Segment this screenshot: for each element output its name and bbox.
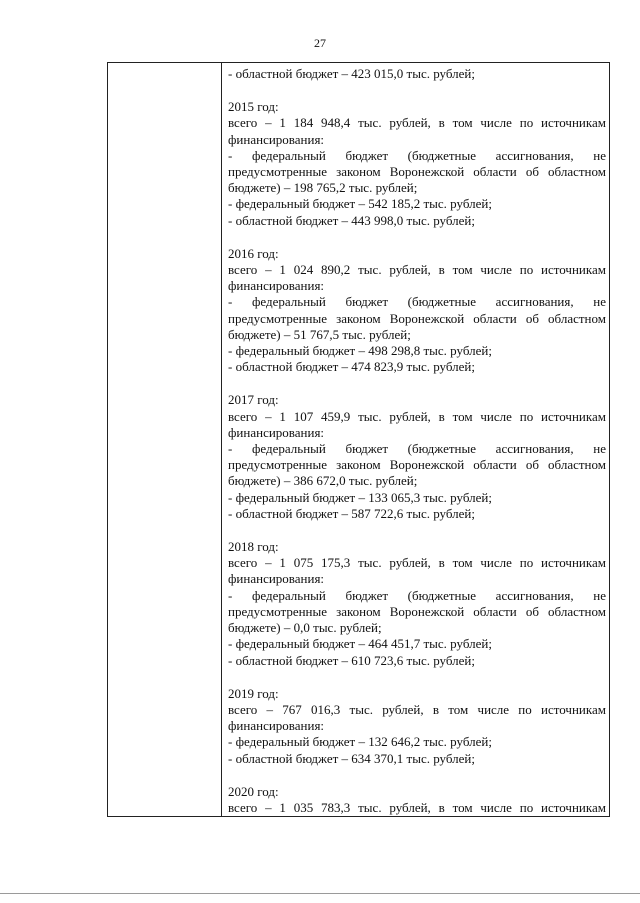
- spacer: [228, 229, 606, 246]
- year-total-line: всего – 1 075 175,3 тыс. рублей, в том числе по источникам: [228, 555, 606, 571]
- table-left-column: [108, 63, 222, 816]
- funding-sources-label: финансирования:: [228, 718, 325, 734]
- funding-detail-line: бюджете) – 198 765,2 тыс. рублей;: [228, 180, 418, 196]
- funding-detail-line: - федеральный бюджет (бюджетные ассигнования, не: [228, 441, 606, 457]
- year-heading: 2017 год:: [228, 392, 279, 408]
- funding-table: [107, 62, 610, 817]
- year-block: [228, 229, 606, 376]
- spacer: [228, 375, 606, 392]
- funding-detail-line: - федеральный бюджет (бюджетные ассигнования, не: [228, 294, 606, 310]
- funding-detail-line: - федеральный бюджет – 542 185,2 тыс. рублей;: [228, 196, 492, 212]
- year-block: [228, 767, 606, 816]
- funding-detail-line: - федеральный бюджет (бюджетные ассигнования, не: [228, 587, 606, 603]
- year-total-line: всего – 1 024 890,2 тыс. рублей, в том числе по источникам: [228, 262, 606, 278]
- funding-detail-line: - областной бюджет – 587 722,6 тыс. рублей;: [228, 505, 475, 521]
- year-heading: 2016 год:: [228, 245, 279, 261]
- funding-detail-line: - областной бюджет – 474 823,9 тыс. рублей;: [228, 359, 475, 375]
- year-total-line: всего – 767 016,3 тыс. рублей, в том числе по источникам: [228, 701, 606, 717]
- intro-line: - областной бюджет – 423 015,0 тыс. рублей;: [228, 66, 475, 81]
- funding-detail-line: - областной бюджет – 443 998,0 тыс. рублей;: [228, 212, 475, 228]
- funding-detail-line: - федеральный бюджет – 132 646,2 тыс. рублей;: [228, 734, 492, 750]
- year-block: [228, 522, 606, 669]
- page-bottom-rule: [0, 893, 640, 894]
- funding-detail-line: бюджете) – 51 767,5 тыс. рублей;: [228, 326, 411, 342]
- funding-sources-label: финансирования:: [228, 571, 325, 587]
- funding-detail-line: предусмотренные законом Воронежской области об областном: [228, 164, 606, 180]
- spacer: [228, 669, 606, 686]
- year-heading: 2020 год:: [228, 783, 279, 799]
- funding-detail-line: - федеральный бюджет (бюджетные ассигнования, не: [228, 147, 606, 163]
- funding-detail-line: предусмотренные законом Воронежской области об областном: [228, 310, 606, 326]
- funding-detail-line: - федеральный бюджет – 464 451,7 тыс. рублей;: [228, 636, 492, 652]
- funding-detail-line: - областной бюджет – 634 370,1 тыс. рублей;: [228, 750, 475, 766]
- year-heading: 2015 год:: [228, 99, 279, 115]
- funding-sources-label: финансирования:: [228, 278, 325, 294]
- page-number: 27: [314, 36, 326, 50]
- table-right-column: [222, 63, 609, 816]
- spacer: [228, 522, 606, 539]
- funding-detail-line: бюджете) – 386 672,0 тыс. рублей;: [228, 473, 418, 489]
- spacer: [228, 82, 606, 99]
- funding-detail-line: - федеральный бюджет – 498 298,8 тыс. рублей;: [228, 343, 492, 359]
- year-heading: 2018 год:: [228, 539, 279, 555]
- funding-detail-line: предусмотренные законом Воронежской области об областном: [228, 603, 606, 619]
- year-total-line: всего – 1 184 948,4 тыс. рублей, в том числе по источникам: [228, 115, 606, 131]
- funding-detail-line: бюджете) – 0,0 тыс. рублей;: [228, 620, 382, 636]
- year-block: [228, 82, 606, 229]
- years-list: [228, 82, 606, 816]
- funding-sources-label: финансирования:: [228, 131, 325, 147]
- year-block: [228, 669, 606, 767]
- year-block: [228, 375, 606, 522]
- spacer: [228, 767, 606, 784]
- funding-detail-line: предусмотренные законом Воронежской области об областном: [228, 457, 606, 473]
- year-total-line: всего – 1 107 459,9 тыс. рублей, в том числе по источникам: [228, 408, 606, 424]
- year-heading: 2019 год:: [228, 685, 279, 701]
- funding-sources-label: финансирования:: [228, 424, 325, 440]
- year-total-line: всего – 1 035 783,3 тыс. рублей, в том числе по источникам: [228, 799, 606, 815]
- funding-detail-line: - федеральный бюджет – 133 065,3 тыс. рублей;: [228, 489, 492, 505]
- funding-detail-line: - областной бюджет – 610 723,6 тыс. рублей;: [228, 652, 475, 668]
